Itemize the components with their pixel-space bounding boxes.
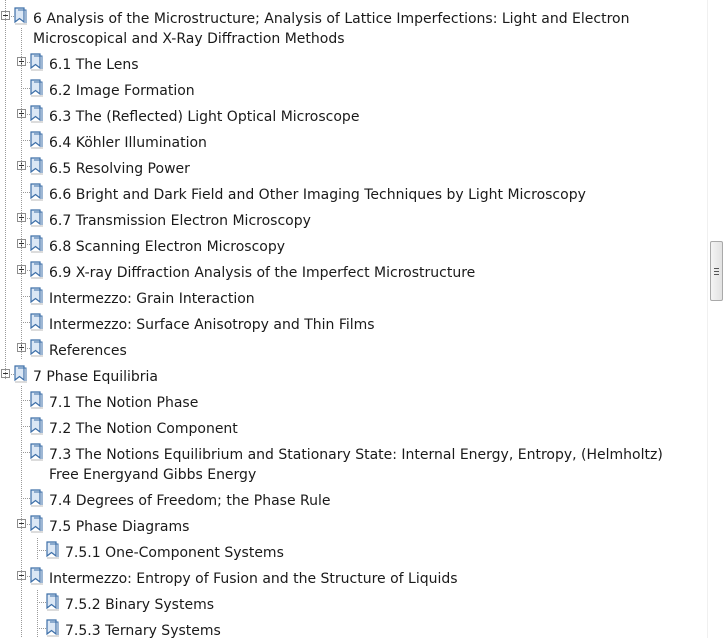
- tree-item-label: 6 Analysis of the Microstructure; Analysis of Lattice Imperfections: Light and Electron Microscopical and X-Ray Diffraction Methods: [33, 11, 630, 47]
- tree-item-label: 6.6 Bright and Dark Field and Other Imaging Techniques by Light Microscopy: [49, 187, 586, 203]
- bookmark-icon: [29, 261, 45, 279]
- bookmark-icon: [29, 131, 45, 149]
- tree-item[interactable]: [0, 286, 708, 312]
- tree-item[interactable]: [0, 488, 708, 514]
- tree-guide-line: [21, 386, 22, 638]
- tree-item[interactable]: [0, 592, 708, 618]
- bookmark-icon: [29, 183, 45, 201]
- bookmark-icon: [29, 105, 45, 123]
- tree-item[interactable]: [0, 78, 708, 104]
- bookmark-icon: [29, 53, 45, 71]
- tree-item[interactable]: [0, 514, 708, 540]
- tree-item-label: 6.7 Transmission Electron Microscopy: [49, 213, 311, 229]
- tree-item[interactable]: [0, 182, 708, 208]
- bookmark-icon: [29, 235, 45, 253]
- tree-item[interactable]: [0, 338, 708, 364]
- vertical-scrollbar[interactable]: [707, 0, 726, 638]
- tree-item[interactable]: [0, 416, 708, 442]
- tree-item-label: 6.9 X-ray Diffraction Analysis of the Imperfect Microstructure: [49, 265, 476, 281]
- tree-item[interactable]: [0, 312, 708, 338]
- tree-item-label: 7.3 The Notions Equilibrium and Stationary State: Internal Energy, Entropy, (Helmholtz) Free Energyand Gibbs Energy: [49, 447, 663, 483]
- bookmark-icon: [45, 593, 61, 611]
- tree-item[interactable]: [0, 390, 708, 416]
- tree-item[interactable]: [0, 104, 708, 130]
- tree-item[interactable]: [0, 442, 708, 488]
- tree-item-label: 6.3 The (Reflected) Light Optical Microscope: [49, 109, 360, 125]
- tree-item-label: References: [49, 343, 127, 359]
- bookmark-icon: [29, 489, 45, 507]
- bookmark-icon: [13, 365, 29, 383]
- tree-guide-line: [37, 590, 38, 638]
- tree-item[interactable]: [0, 6, 708, 52]
- tree-item-label: 7.2 The Notion Component: [49, 421, 238, 437]
- bookmark-icon: [29, 567, 45, 585]
- tree-item-label: 6.4 Köhler Illumination: [49, 135, 207, 151]
- tree-item[interactable]: [0, 618, 708, 638]
- bookmark-icon: [29, 79, 45, 97]
- tree-item-label: 7 Phase Equilibria: [33, 369, 158, 385]
- bookmark-icon: [29, 443, 45, 461]
- tree-guide-line: [37, 538, 38, 560]
- tree-item[interactable]: [0, 234, 708, 260]
- bookmark-icon: [29, 339, 45, 357]
- tree-item[interactable]: [0, 52, 708, 78]
- tree-item-label: Intermezzo: Grain Interaction: [49, 291, 255, 307]
- tree-item-label: 6.8 Scanning Electron Microscopy: [49, 239, 286, 255]
- tree-item-label: 7.5.1 One-Component Systems: [65, 545, 284, 561]
- tree-item-label: 6.2 Image Formation: [49, 83, 195, 99]
- scrollbar-thumb[interactable]: [710, 241, 723, 301]
- tree-item[interactable]: [0, 208, 708, 234]
- tree-item-label: 7.5.2 Binary Systems: [65, 597, 215, 613]
- bookmark-icon: [29, 515, 45, 533]
- tree-guide-line: [21, 28, 22, 360]
- bookmark-icon: [45, 619, 61, 637]
- bookmark-icon: [13, 7, 29, 25]
- tree-item-label: 7.1 The Notion Phase: [49, 395, 199, 411]
- tree-guide-line: [5, 0, 6, 380]
- tree-item-label: 7.5.3 Ternary Systems: [65, 623, 221, 638]
- tree-item-label: 7.5 Phase Diagrams: [49, 519, 190, 535]
- tree-item[interactable]: [0, 540, 708, 566]
- bookmark-icon: [29, 417, 45, 435]
- tree-item[interactable]: [0, 566, 708, 592]
- bookmark-icon: [29, 391, 45, 409]
- tree-item-label: Intermezzo: Entropy of Fusion and the Structure of Liquids: [49, 571, 458, 587]
- grip-icon: [714, 268, 719, 275]
- tree-item[interactable]: [0, 156, 708, 182]
- tree-item-label: 6.1 The Lens: [49, 57, 139, 73]
- tree-item-label: Intermezzo: Surface Anisotropy and Thin Films: [49, 317, 375, 333]
- bookmark-icon: [29, 157, 45, 175]
- tree-item[interactable]: [0, 260, 708, 286]
- bookmark-icon: [29, 313, 45, 331]
- tree-item-label: 7.4 Degrees of Freedom; the Phase Rule: [49, 493, 331, 509]
- tree-item[interactable]: [0, 364, 708, 390]
- tree-item[interactable]: [0, 130, 708, 156]
- bookmark-icon: [29, 287, 45, 305]
- bookmark-icon: [45, 541, 61, 559]
- bookmark-icon: [29, 209, 45, 227]
- tree-item-label: 6.5 Resolving Power: [49, 161, 190, 177]
